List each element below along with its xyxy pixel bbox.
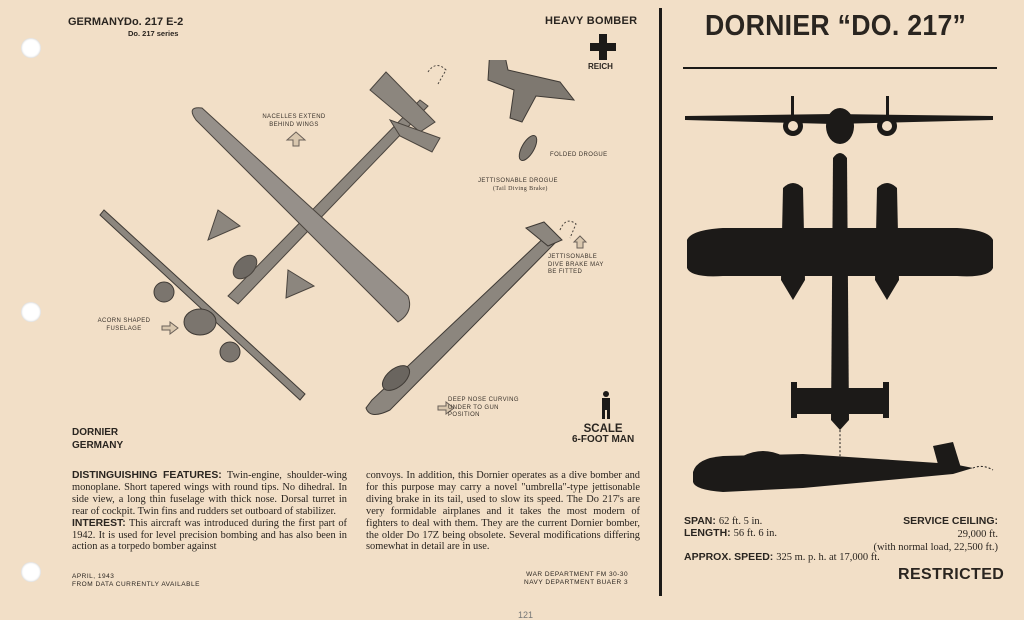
scale-title: SCALE — [583, 423, 623, 435]
callout-folded-drogue: FOLDED DROGUE — [550, 152, 608, 158]
scale-subtitle: 6-FOOT MAN — [572, 434, 635, 446]
balkenkreuz-icon — [590, 34, 616, 60]
spec-ceiling-note: (with normal load, 22,500 ft.) — [873, 542, 998, 553]
spec-ceiling-value: 29,000 ft. — [957, 529, 998, 540]
spec-speed — [684, 551, 880, 564]
footer-left — [72, 573, 200, 590]
callout-deep-nose: DEEP NOSE CURVING UNDER TO GUN POSITION — [448, 397, 519, 418]
silhouette-side-icon — [693, 442, 973, 492]
manufacturer-name: DORNIER — [72, 427, 119, 438]
footer-source: FROM DATA CURRENTLY AVAILABLE — [72, 581, 200, 589]
description-column-left — [72, 470, 347, 553]
binder-hole-bottom — [21, 562, 41, 582]
binder-hole-middle — [21, 302, 41, 322]
plane-perspective-top-icon — [192, 72, 440, 322]
model-series: Do. 217 series — [128, 29, 179, 38]
spec-length — [684, 527, 777, 540]
callout-dive-brake: JETTISONABLE DIVE BRAKE MAY BE FITTED — [548, 254, 604, 275]
footer-right — [524, 571, 628, 588]
restricted-stamp: RESTRICTED — [898, 566, 1005, 583]
page-number: 121 — [518, 610, 534, 620]
binder-hole-top — [21, 38, 41, 58]
manufacturer-country: GERMANY — [72, 439, 124, 451]
spec-ceiling — [820, 515, 998, 554]
callout-jettisonable-drogue: JETTISONABLE DROGUE — [478, 178, 558, 184]
model-designation: Do. 217 E-2 — [124, 16, 184, 28]
spec-length-label: LENGTH: — [684, 527, 731, 539]
aircraft-class: HEAVY BOMBER — [545, 15, 638, 27]
description-column-right: convoys. In addition, this Dornier operates as a dive bomber and for this purpose may carry a novel "umbrella"-type jettisonable diving brake in its tail, used to slow its speed. The Do 217's are very formidable airplanes and it takes the most modern of fighters to deal with them. They are the current Dornier bomber, the older Do 17Z being obsolete. Several modifications differing somewhat in detail are in use. — [366, 470, 640, 553]
interest-label: INTEREST: — [72, 517, 126, 529]
scale-legend — [572, 423, 634, 446]
spec-ceiling-label: SERVICE CEILING: — [903, 515, 998, 527]
silhouette-plan-icon — [687, 153, 993, 430]
spec-span-value: 62 ft. 5 in. — [718, 516, 763, 527]
callout-tail-brake: (Tail Diving Brake) — [493, 186, 548, 192]
spec-length-value: 56 ft. 6 in. — [733, 528, 778, 539]
interest-text: This aircraft was introduced during the first part of 1942. It is used for level precision bombing and has also been in action as a torpedo bomber against — [72, 517, 347, 553]
features-label: DISTINGUISHING FEATURES: — [72, 470, 222, 481]
page-title: DORNIER “DO. 217” — [705, 10, 967, 42]
spec-span-label: SPAN: — [684, 515, 716, 527]
six-foot-man-icon — [602, 391, 610, 419]
panel-divider — [659, 8, 662, 596]
silhouette-views — [683, 90, 999, 510]
country-label: GERMANY: — [68, 16, 128, 28]
plane-tail-dive-brake-icon — [488, 60, 574, 163]
features-text: Twin-engine, shoulder-wing monoplane. Short tapered wings with round tips. No dihedral. In side view, a long thin fuselage with thick nose. Dorsal turret in rear of cockpit. Twin fins and rudders set outboard of stabilizer. — [72, 470, 347, 517]
spec-speed-value: 325 m. p. h. at 17,000 ft. — [776, 552, 880, 563]
title-rule — [683, 67, 997, 69]
insignia-label: REICH — [588, 62, 613, 71]
manufacturer — [72, 427, 123, 452]
spec-speed-label: APPROX. SPEED: — [684, 551, 774, 563]
callout-nacelles: NACELLES EXTEND BEHIND WINGS — [262, 114, 326, 128]
footer-date: APRIL, 1943 — [72, 573, 115, 580]
footer-war-dept: WAR DEPARTMENT FM 30-30 — [526, 571, 629, 578]
silhouette-front-icon — [685, 96, 993, 144]
perspective-illustrations — [90, 60, 650, 440]
callout-acorn-fuselage: ACORN SHAPED FUSELAGE — [97, 318, 151, 332]
footer-navy-dept: NAVY DEPARTMENT BUAER 3 — [524, 579, 629, 587]
plane-front-view-icon — [100, 210, 305, 400]
